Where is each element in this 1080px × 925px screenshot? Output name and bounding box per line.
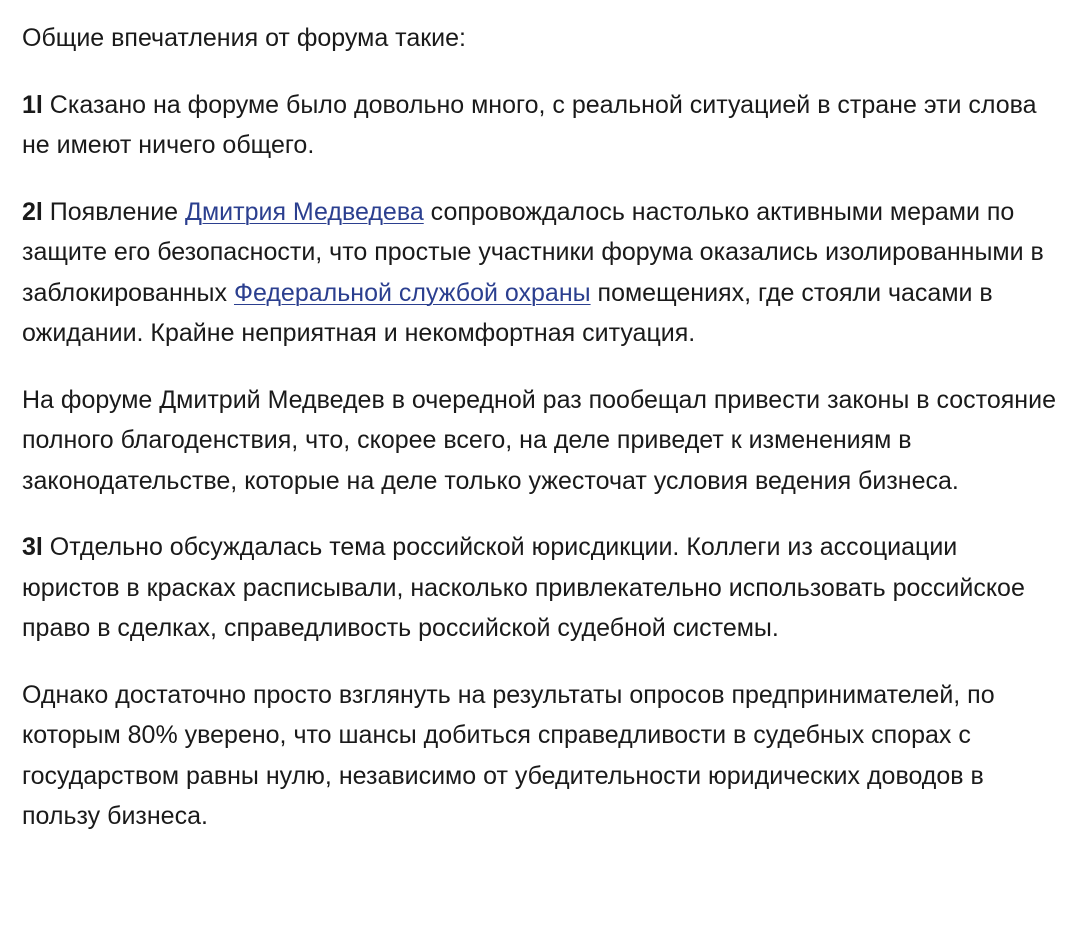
link-fso[interactable]: Федеральной службой охраны	[233, 278, 591, 307]
intro-paragraph	[22, 18, 1056, 59]
paragraph-number: 3l	[22, 533, 43, 561]
paragraph-3b	[22, 675, 1056, 837]
paragraph-2b	[22, 380, 1056, 502]
paragraph-3	[22, 527, 1056, 649]
paragraph-text: сопровождалось настолько активными мерами по защите его безопасности, что простые участники форума оказались изолированными в заблокированных	[22, 197, 1044, 307]
paragraph-2	[22, 192, 1056, 354]
link-medvedev[interactable]: Дмитрия Медведева	[185, 197, 424, 226]
paragraph-number: 2l	[22, 197, 43, 226]
paragraph-1	[22, 85, 1056, 166]
paragraph-text: Появление	[42, 197, 186, 226]
paragraph-text: помещениях, где стояли часами в ожидании. Крайне неприятная и некомфортная ситуация.	[22, 278, 993, 347]
paragraph-text: Однако достаточно просто взглянуть на результаты опросов предпринимателей, по которым 80% уверено, что шансы добиться справедливости в судебных спорах с государством равны нулю, независимо от убедительности юридических доводов в пользу бизнеса.	[22, 680, 995, 830]
paragraph-number: 1l	[22, 90, 43, 119]
paragraph-text: Сказано на форуме было довольно много, с реальной ситуацией в стране эти слова не имеют ничего общего.	[22, 90, 1037, 159]
paragraph-text: Отдельно обсуждалась тема российской юрисдикции. Коллеги из ассоциации юристов в красках расписывали, насколько привлекательно использовать российское право в сделках, справедливость российской судебной системы.	[22, 533, 1025, 642]
paragraph-text: На форуме Дмитрий Медведев в очередной раз пообещал привести законы в состояние полного благоденствия, что, скорее всего, на деле приведет к изменениям в законодательстве, которые на деле только ужесточат условия ведения бизнеса.	[22, 385, 1056, 495]
intro-text: Общие впечатления от форума такие:	[22, 24, 466, 52]
